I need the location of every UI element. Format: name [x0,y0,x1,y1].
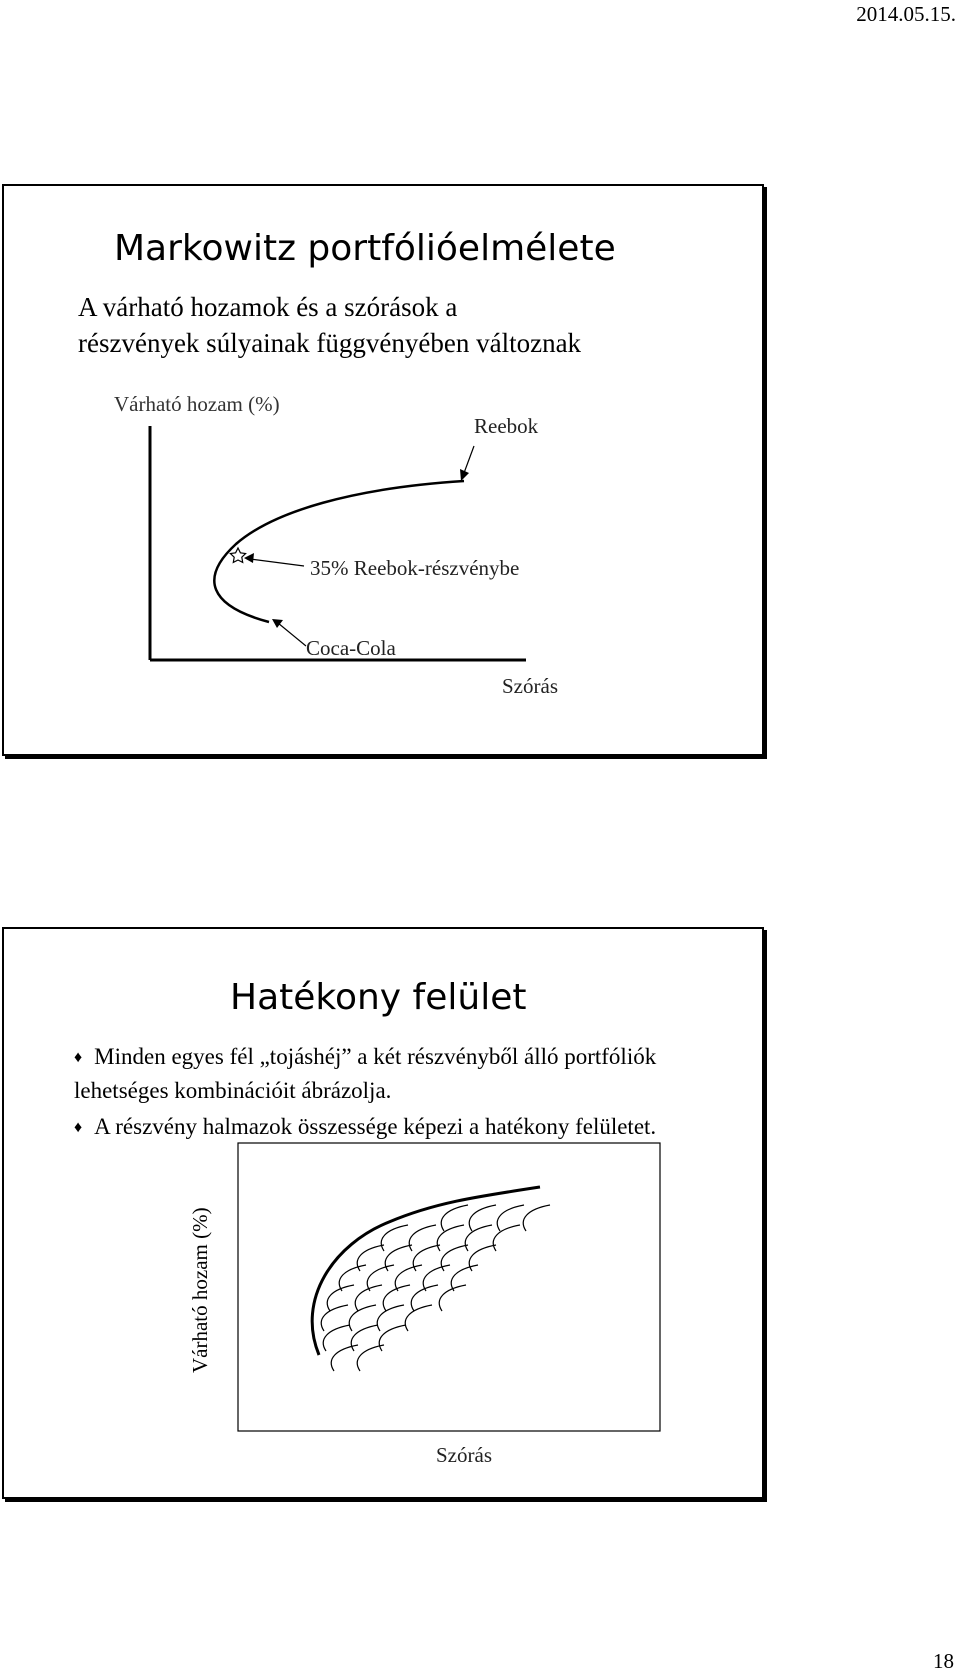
subtitle-line-2: részvények súlyainak függvényében változnak [78,328,582,358]
coca-cola-label: Coca-Cola [306,636,396,660]
eggshell-arc [405,1305,432,1331]
bullet-1-line-2: lehetséges kombinációit ábrázolja. [74,1078,392,1103]
efficient-frontier-plot [4,186,762,754]
print-date: 2014.05.15. [856,2,956,26]
y-axis-label: Várható hozam (%) [188,1207,212,1373]
eggshell-arcs [321,1205,550,1371]
eggshell-arc [357,1245,384,1271]
diamond-bullet-icon: ♦ [74,1119,83,1136]
plot-frame [238,1143,660,1431]
efficient-frontier-curve [312,1187,540,1355]
slide-efficient-frontier [2,927,764,1499]
slide-title: Markowitz portfólióelmélete [114,228,616,269]
reebok-arrow [464,446,474,473]
x-axis-label: Szórás [436,1443,492,1467]
page-number: 18 [933,1649,954,1673]
eggshell-arc [441,1245,468,1271]
eggshell-arc [385,1245,412,1271]
bullet-2-text: A részvény halmazok összessége képezi a hatékony felületet. [94,1114,657,1139]
eggshell-plot [4,929,762,1497]
portfolio-star-marker [230,548,245,562]
slide-title: Hatékony felület [230,977,527,1018]
y-axis-label: Várható hozam (%) [114,392,280,416]
eggshell-arc [323,1325,350,1351]
eggshell-arc [523,1205,550,1231]
eggshell-arc [413,1245,440,1271]
slide-markowitz [2,184,764,756]
subtitle-line-1: A várható hozamok és a szórások a [78,292,458,322]
x-axis-label: Szórás [502,674,558,698]
bullet-1-text: Minden egyes fél „tojáshéj” a két részvényből álló portfóliók [94,1044,657,1069]
eggshell-arc [321,1305,348,1331]
eggshell-arc [331,1345,358,1371]
coca-cola-arrow [278,623,306,646]
mix-label: 35% Reebok-részvénybe [310,556,520,580]
eggshell-arc [379,1325,406,1351]
mix-arrowhead [244,553,254,563]
reebok-label: Reebok [474,414,539,438]
coca-cola-arrowhead [272,619,283,628]
eggshell-arc [349,1305,376,1331]
eggshell-arc [493,1225,520,1251]
portfolio-curve [214,481,464,622]
mix-arrow [250,559,304,566]
eggshell-arc [469,1245,496,1271]
eggshell-arc [357,1345,384,1371]
diamond-bullet-icon: ♦ [74,1049,83,1066]
eggshell-arc [377,1305,404,1331]
